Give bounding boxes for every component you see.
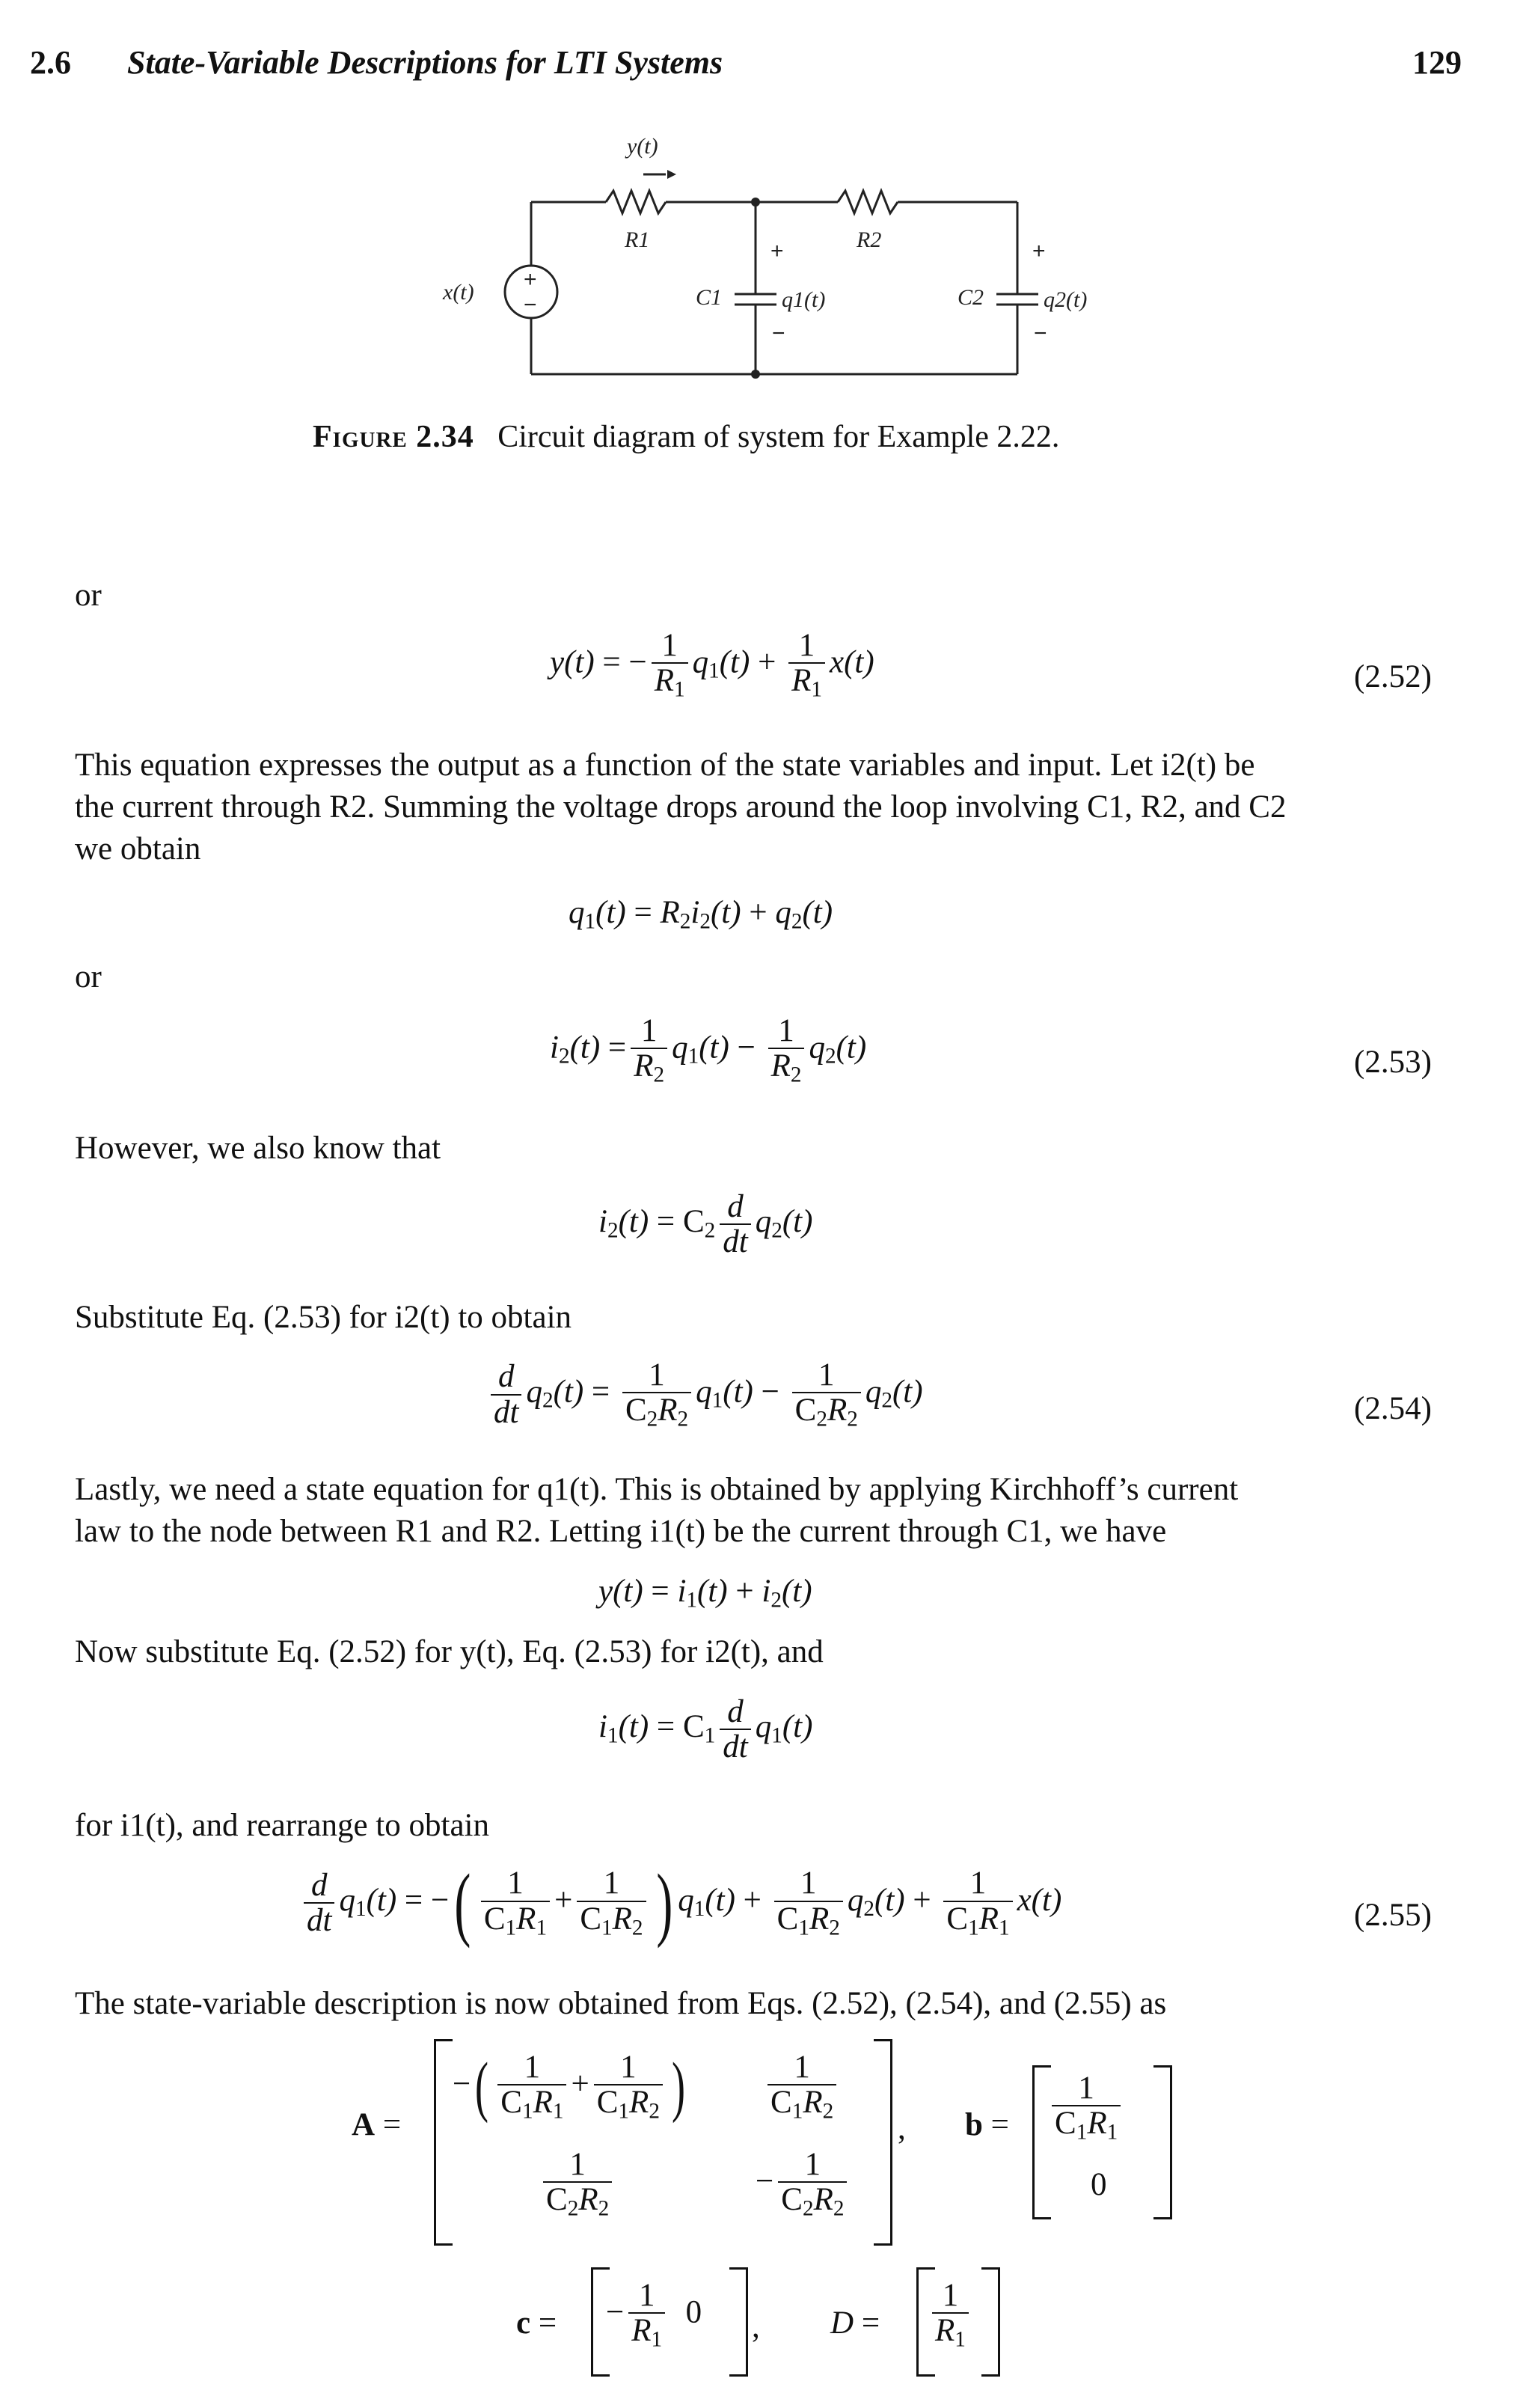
paragraph-4-line-1: Lastly, we need a state equation for q1(t). This is obtained by applying Kirchhoff’s current bbox=[75, 1472, 1239, 1507]
running-title: State-Variable Descriptions for LTI Systems bbox=[127, 44, 723, 81]
label-q1: q1(t) bbox=[782, 287, 826, 312]
connector-or-1: or bbox=[75, 578, 102, 613]
equation-2-55: $\frac{d}{dt}$ $q_1(t)$ = −( $\frac{1}{C_1R_1}$ + $\frac{1}{C_1R_2}$ ) $q_1(t)$ + $\frac{1}{C_1R_2}$ $q_2(t)$ + $\frac{1}{C_1R_1}$ x(t) bbox=[299, 1862, 1061, 1944]
paragraph-1-line-3: we obtain bbox=[75, 831, 201, 867]
figure-caption bbox=[313, 419, 1059, 455]
paragraph-1-line-1: This equation expresses the output as a function of the state variables and input. Let i2(t) be bbox=[75, 748, 1255, 783]
circuit-diagram bbox=[389, 123, 1107, 393]
eq-tag-2-52: (2.52) bbox=[1354, 659, 1432, 694]
eq-tag-2-54: (2.54) bbox=[1354, 1391, 1432, 1426]
page-number: 129 bbox=[1412, 44, 1462, 81]
matrix-a-entry-22: − $\frac{1}{C_2R_2}$ bbox=[756, 2148, 851, 2220]
section-number: 2.6 bbox=[30, 44, 71, 81]
matrix-a-label: A = bbox=[352, 2107, 402, 2142]
figure-label: Figure 2.34 bbox=[313, 420, 474, 454]
node-dot-bottom bbox=[751, 370, 760, 379]
vector-b-label: b = bbox=[965, 2107, 1009, 2142]
connector-or-2: or bbox=[75, 959, 102, 994]
matrix-a-entry-12: $\frac{1}{C_1R_2}$ bbox=[763, 2050, 841, 2123]
label-q2: q2(t) bbox=[1044, 287, 1088, 312]
vector-b-entry-2: 0 bbox=[1091, 2167, 1107, 2202]
matrix-a-right-bracket bbox=[874, 2039, 892, 2246]
source-plus: + bbox=[524, 267, 537, 292]
resistor-r2 bbox=[838, 191, 898, 213]
resistor-r1 bbox=[606, 191, 666, 213]
eq-tag-2-53: (2.53) bbox=[1354, 1045, 1432, 1080]
equation-loop-voltage: $q_1(t) = R_2i_2(t) + q_2(t)$ bbox=[569, 895, 833, 934]
paragraph-1-line-2: the current through R2. Summing the voltage drops around the loop involving C1, R2, and C2 bbox=[75, 789, 1287, 825]
c2-minus: − bbox=[1034, 321, 1047, 346]
matrix-a-entry-21: $\frac{1}{C_2R_2}$ bbox=[539, 2148, 616, 2220]
label-y: y(t) bbox=[627, 134, 658, 159]
c1-plus: + bbox=[770, 239, 784, 263]
label-x: x(t) bbox=[443, 280, 474, 305]
node-dot-top bbox=[751, 198, 760, 207]
c1-minus: − bbox=[772, 321, 785, 346]
label-c2: C2 bbox=[958, 285, 984, 310]
scalar-d-label: D = bbox=[830, 2305, 880, 2341]
vector-c-comma: , bbox=[752, 2309, 760, 2344]
eq-tag-2-55: (2.55) bbox=[1354, 1898, 1432, 1933]
equation-i1-capacitor: $i_1(t) = C_1$ $\frac{d}{dt}$ $q_1(t)$ bbox=[598, 1694, 813, 1765]
scalar-d-right-bracket bbox=[981, 2267, 1000, 2377]
paragraph-3: Substitute Eq. (2.53) for i2(t) to obtain bbox=[75, 1300, 572, 1335]
paragraph-7: The state-variable description is now obtained from Eqs. (2.52), (2.54), and (2.55) as bbox=[75, 1986, 1167, 2021]
vector-b-right-bracket bbox=[1153, 2065, 1172, 2219]
vector-c-label: c = bbox=[516, 2305, 557, 2341]
equation-2-52: y(t) = − $\frac{1}{R_1}$ $q_1(t)$ + $\frac{1}{R_1}$ x(t) bbox=[550, 628, 874, 702]
equation-2-54: $\frac{d}{dt}$ $q_2(t)$ = $\frac{1}{C_2R_2}$ $q_1(t)$ − $\frac{1}{C_2R_2}$ $q_2(t)$ bbox=[486, 1358, 923, 1431]
label-r2: R2 bbox=[857, 227, 882, 252]
c2-plus: + bbox=[1032, 239, 1046, 263]
current-arrow-icon bbox=[667, 170, 676, 179]
equation-kcl: $y(t) = i_1(t) + i_2(t)$ bbox=[598, 1574, 812, 1613]
figure-caption-text: Circuit diagram of system for Example 2.22. bbox=[497, 420, 1060, 454]
source-minus: − bbox=[524, 293, 537, 317]
label-r1: R1 bbox=[625, 227, 650, 252]
equation-i2-capacitor: $i_2(t) = C_2$ $\frac{d}{dt}$ $q_2(t)$ bbox=[598, 1189, 813, 1260]
paragraph-6: for i1(t), and rearrange to obtain bbox=[75, 1808, 489, 1843]
vector-c-entries: − $\frac{1}{R_1}$ 0 bbox=[606, 2278, 702, 2352]
matrix-a-entry-11: −( $\frac{1}{C_1R_1}$ + $\frac{1}{C_1R_2}$ ) bbox=[453, 2049, 685, 2124]
matrix-a-left-bracket bbox=[434, 2039, 453, 2246]
paragraph-4-line-2: law to the node between R1 and R2. Letting i1(t) be the current through C1, we have bbox=[75, 1514, 1167, 1549]
paragraph-5: Now substitute Eq. (2.52) for y(t), Eq. (2.53) for i2(t), and bbox=[75, 1634, 824, 1669]
vector-c-right-bracket bbox=[729, 2267, 748, 2377]
label-c1: C1 bbox=[696, 285, 723, 310]
equation-2-53: $i_2(t)$ = $\frac{1}{R_2}$ $q_1(t)$ − $\frac{1}{R_2}$ $q_2(t)$ bbox=[550, 1013, 867, 1087]
matrix-a-comma: , bbox=[898, 2111, 906, 2146]
scalar-d-entry: $\frac{1}{R_1}$ bbox=[928, 2279, 973, 2351]
vector-b-entry-1: $\frac{1}{C_1R_1}$ bbox=[1047, 2071, 1125, 2144]
paragraph-2: However, we also know that bbox=[75, 1131, 441, 1166]
